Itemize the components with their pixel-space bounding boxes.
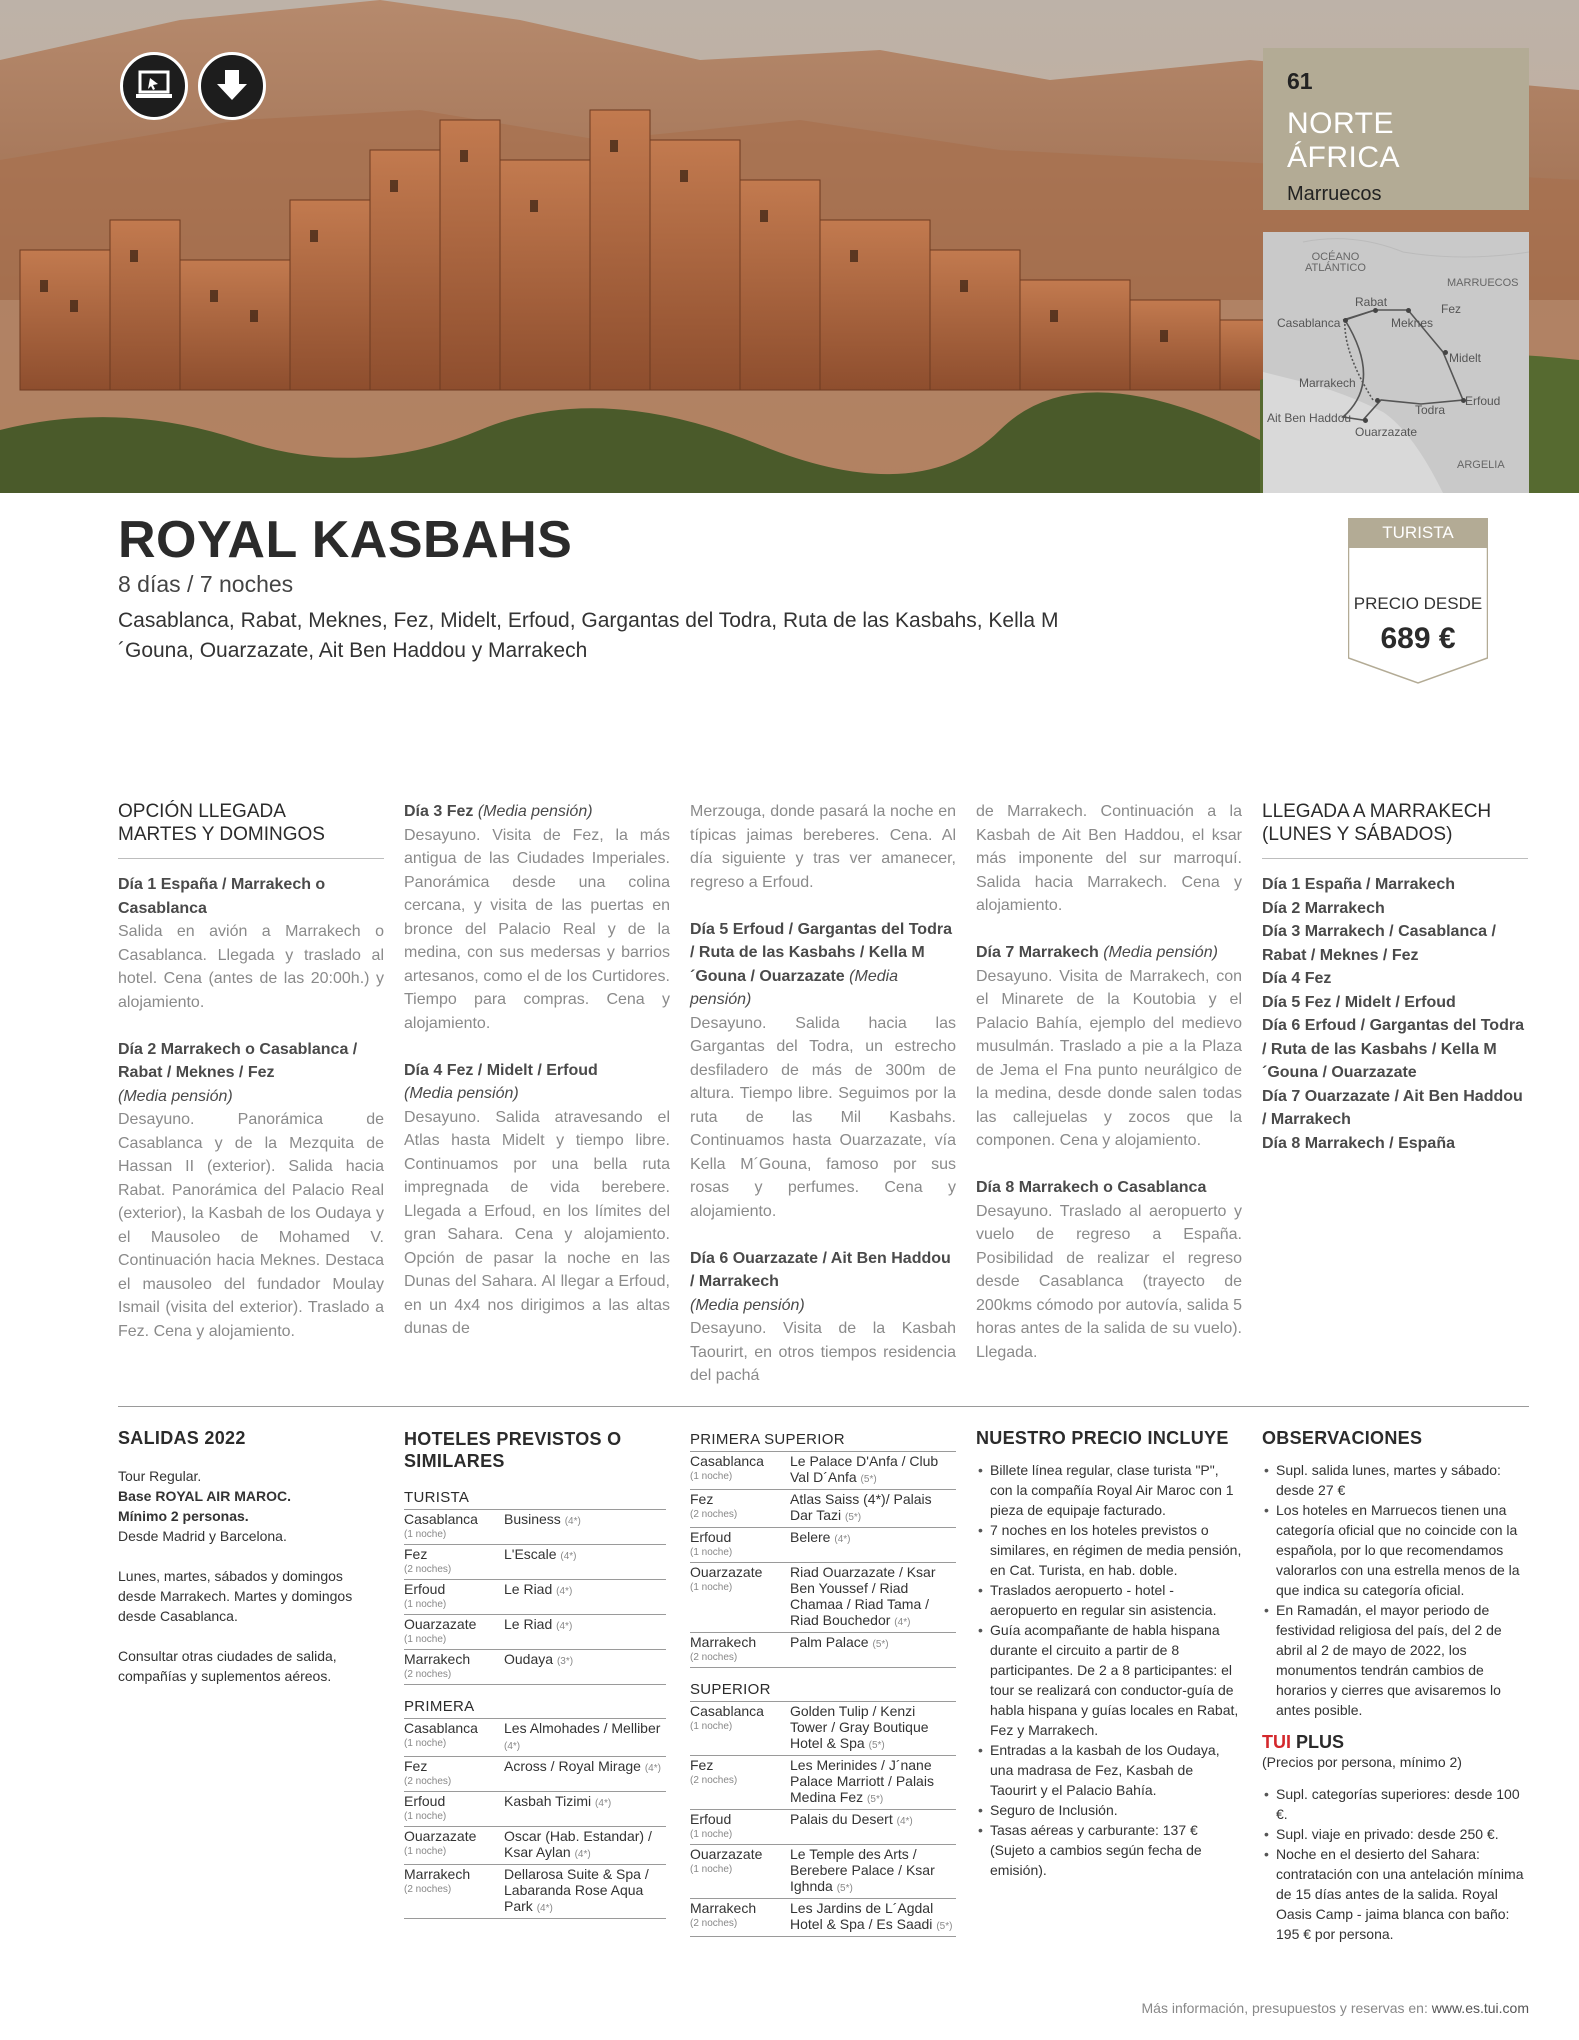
hotel-city: Marrakech (2 noches) xyxy=(404,1650,504,1685)
hotel-nights: (1 noche) xyxy=(690,1721,733,1732)
hotel-row xyxy=(690,1845,956,1899)
incluye-section xyxy=(976,1428,1242,1880)
country-name: Marruecos xyxy=(1287,183,1382,205)
route-map xyxy=(1263,232,1529,493)
hotel-nights: (1 noche) xyxy=(690,1547,733,1558)
download-icon-button[interactable] xyxy=(198,52,266,120)
map-ocean-label: OCÉANO ATLÁNTICO xyxy=(1305,251,1366,274)
day-summary: Día 8 Marrakech / España xyxy=(1262,1134,1455,1152)
list-item: • Billete línea regular, clase turista "P", con la compañía Royal Air Maroc con 1 pieza de equipaje facturado. xyxy=(976,1460,1242,1520)
list-item: • Traslados aeropuerto - hotel - aeropuerto en regular sin asistencia. xyxy=(976,1580,1242,1620)
hotel-row xyxy=(404,1757,666,1792)
itinerary-col-1 xyxy=(118,800,384,1343)
hotel-name: Dellarosa Suite & Spa / Labaranda Rose Aqua Park (4*) xyxy=(504,1865,666,1919)
list-item: • Los hoteles en Marruecos tienen una categoría oficial que no coincide con la española, por lo que recomendamos valorarlos con una estrella menos de la que indica su categoría oficial. xyxy=(1262,1500,1528,1600)
day-text: Merzouga, donde pasará la noche en típicas jaimas bereberes. Cena. Al día siguiente y tras ver amanecer, regreso a Erfoud. xyxy=(690,803,956,891)
hotel-stars: (5*) xyxy=(936,1921,953,1932)
salidas-line: Mínimo 2 personas. xyxy=(118,1508,249,1524)
list-item: • Tasas aéreas y carburante: 137 € (Sujeto a cambios según fecha de emisión). xyxy=(976,1820,1242,1880)
hotel-row xyxy=(404,1719,666,1757)
map-city: Erfoud xyxy=(1465,394,1501,408)
hotel-nights: (2 noches) xyxy=(690,1775,738,1786)
hotel-name: Across / Royal Mirage (4*) xyxy=(504,1757,666,1792)
day-heading: Día 3 Fez xyxy=(404,803,474,820)
list-item: • Entradas a la kasbah de los Oudaya, una madrasa de Fez, Kasbah de Taourirt y el Palacio Bahía. xyxy=(976,1740,1242,1800)
hotel-nights: (2 noches) xyxy=(690,1509,738,1520)
hotel-row xyxy=(404,1650,666,1685)
hotel-nights: (2 noches) xyxy=(404,1884,452,1895)
list-item: • Supl. categorías superiores: desde 100 €. xyxy=(1262,1784,1528,1824)
map-city: Casablanca xyxy=(1277,316,1341,330)
hotel-table-primera-superior xyxy=(690,1452,956,1668)
map-neighbor-label: ARGELIA xyxy=(1457,459,1505,471)
day-heading: Día 5 Erfoud / Gargantas del Todra / Ruta de las Kasbahs / Kella M´Gouna / Ouarzazate xyxy=(690,920,952,985)
laptop-icon-button[interactable] xyxy=(120,52,188,120)
hotel-stars: (4*) xyxy=(560,1551,577,1562)
hotel-nights: (2 noches) xyxy=(690,1652,738,1663)
meal-plan: (Media pensión) xyxy=(404,1085,519,1102)
hotel-row xyxy=(690,1633,956,1668)
hotel-city: Marrakech (2 noches) xyxy=(690,1899,790,1937)
hotel-stars: (4*) xyxy=(894,1617,911,1628)
day-summary: Día 3 Marrakech / Casablanca / Rabat / Meknes / Fez xyxy=(1262,923,1496,964)
observaciones-list xyxy=(1262,1460,1528,1720)
hotel-nights: (1 noche) xyxy=(404,1846,447,1857)
hotel-nights: (2 noches) xyxy=(404,1669,452,1680)
hotel-stars: (3*) xyxy=(556,1656,574,1667)
hotel-city: Erfoud (1 noche) xyxy=(404,1792,504,1827)
hotel-name: Les Almohades / Melliber (4*) xyxy=(504,1719,666,1757)
hotel-name: Le Palace D'Anfa / Club Val D´Anfa (5*) xyxy=(790,1452,956,1490)
hotel-category: PRIMERA xyxy=(404,1697,666,1719)
meal-plan: (Media pensión) xyxy=(690,967,899,1008)
observaciones-heading: OBSERVACIONES xyxy=(1262,1428,1423,1448)
hotel-name: Les Merinides / J´nane Palace Marriott / Palais Medina Fez (5*) xyxy=(790,1756,956,1810)
salidas-days: Lunes, martes, sábados y domingos desde Marrakech. Martes y domingos desde Casablanca. xyxy=(118,1568,353,1624)
hotel-category: SUPERIOR xyxy=(690,1680,956,1702)
hotel-nights: (1 noche) xyxy=(690,1829,733,1840)
list-item: • 7 noches en los hoteles previstos o similares, en régimen de media pensión, en Cat. Turista, en hab. doble. xyxy=(976,1520,1242,1580)
hotel-name: Palais du Desert (4*) xyxy=(790,1810,956,1845)
map-city: Ouarzazate xyxy=(1355,425,1418,439)
laptop-icon xyxy=(134,68,174,104)
meal-plan: (Media pensión) xyxy=(118,1087,233,1105)
hotel-city: Casablanca (1 noche) xyxy=(690,1452,790,1490)
meal-plan: (Media pensión) xyxy=(477,803,593,820)
meal-plan: (Media pensión) xyxy=(1103,944,1218,961)
hotel-name: Business (4*) xyxy=(504,1510,666,1545)
hotel-table-superior xyxy=(690,1702,956,1937)
hotel-city: Ouarzazate (1 noche) xyxy=(690,1845,790,1899)
day-heading: Día 6 Ouarzazate / Ait Ben Haddou / Marrakech xyxy=(690,1249,951,1290)
hotel-stars: (4*) xyxy=(896,1816,913,1827)
salidas-line: Desde Madrid y Barcelona. xyxy=(118,1528,287,1544)
day-text: Desayuno. Salida hacia las Gargantas del Todra, un estrecho desfiladero de más de 300m de altura. Tiempo libre. Seguimos por la ruta de las Mil Kasbahs. Continuamos hasta Ouarzazate, vía Kella M´Gouna, famoso por sus rosas y perfumes. Cena y alojamiento. xyxy=(690,1014,956,1220)
hotel-name: Golden Tulip / Kenzi Tower / Gray Boutique Hotel & Spa (5*) xyxy=(790,1702,956,1756)
hotel-city: Erfoud (1 noche) xyxy=(690,1528,790,1563)
price-category: TURISTA xyxy=(1348,518,1488,548)
hotel-city: Ouarzazate (1 noche) xyxy=(404,1827,504,1865)
hotel-nights: (1 noche) xyxy=(404,1738,447,1749)
hotel-nights: (1 noche) xyxy=(690,1471,733,1482)
hotel-nights: (1 noche) xyxy=(690,1864,733,1875)
list-item: • En Ramadán, el mayor periodo de festividad religiosa del país, del 2 de abril al 2 de mayo de 2022, los monumentos tendrán cambios de horarios y cierres que avisaremos lo antes posible. xyxy=(1262,1600,1528,1720)
map-city: Marrakech xyxy=(1299,376,1356,390)
destination-badge xyxy=(1263,48,1529,210)
observaciones-section xyxy=(1262,1428,1528,1944)
hotel-row xyxy=(404,1827,666,1865)
day-heading: Día 7 Marrakech xyxy=(976,944,1099,961)
hotel-row xyxy=(690,1528,956,1563)
hotel-stars: (4*) xyxy=(536,1903,553,1914)
hotel-stars: (4*) xyxy=(834,1534,851,1545)
section-divider xyxy=(118,1406,1529,1407)
hotel-stars: (4*) xyxy=(644,1763,661,1774)
option-heading: OPCIÓN LLEGADA MARTES Y DOMINGOS xyxy=(118,800,384,859)
salidas-line: Tour Regular. xyxy=(118,1468,202,1484)
hotel-name: Palm Palace (5*) xyxy=(790,1633,956,1668)
day-summary: Día 5 Fez / Midelt / Erfoud xyxy=(1262,993,1456,1011)
map-city: Meknes xyxy=(1391,316,1434,330)
plus-text: PLUS xyxy=(1296,1732,1345,1752)
day-text: Salida en avión a Marrakech o Casablanca. Llegada y traslado al hotel. Cena (antes de las 20:00h.) y alojamiento. xyxy=(118,923,384,1011)
hotel-category: TURISTA xyxy=(404,1488,666,1510)
salidas-heading: SALIDAS 2022 xyxy=(118,1428,246,1448)
hero-image xyxy=(0,0,1579,493)
hotel-stars: (5*) xyxy=(872,1639,889,1650)
hotel-stars: (5*) xyxy=(836,1883,853,1894)
hotel-stars: (4*) xyxy=(574,1849,591,1860)
day-text: Desayuno. Salida atravesando el Atlas hasta Midelt y tiempo libre. Continuamos por una bella ruta impregnada de vida berebere. Llegada a Erfoud, en los límites del gran Sahara. Cena y alojamiento. Opción de pasar la noche en las Dunas del Sahara. Al llegar a Erfoud, en un 4x4 nos dirigimos a las altas dunas de xyxy=(404,1108,670,1337)
hotel-stars: (4*) xyxy=(595,1798,612,1809)
salidas-line: Base ROYAL AIR MAROC. xyxy=(118,1488,291,1504)
map-shape xyxy=(1263,232,1529,493)
day-summary: Día 1 España / Marrakech xyxy=(1262,876,1455,893)
hotel-city: Marrakech (2 noches) xyxy=(404,1865,504,1919)
price-shape xyxy=(1348,548,1488,684)
hotel-row xyxy=(690,1490,956,1528)
hotel-row xyxy=(690,1452,956,1490)
map-city: Fez xyxy=(1441,302,1462,316)
hotel-name: Kasbah Tizimi (4*) xyxy=(504,1792,666,1827)
hotel-table-turista xyxy=(404,1510,666,1685)
hotel-nights: (1 noche) xyxy=(404,1811,447,1822)
hotel-city: Erfoud (1 noche) xyxy=(690,1810,790,1845)
hotel-nights: (1 noche) xyxy=(404,1634,447,1645)
hotel-name: Le Temple des Arts / Berebere Palace / Ksar Ighnda (5*) xyxy=(790,1845,956,1899)
map-city: Rabat xyxy=(1355,295,1388,309)
itinerary-col-4 xyxy=(976,800,1242,1364)
hotel-city: Erfoud (1 noche) xyxy=(404,1580,504,1615)
day-summary: Día 4 Fez xyxy=(1262,970,1332,987)
hotel-city: Ouarzazate (1 noche) xyxy=(404,1615,504,1650)
price-box xyxy=(1348,518,1488,684)
tour-route: Casablanca, Rabat, Meknes, Fez, Midelt, Erfoud, Gargantas del Todra, Ruta de las Kasbahs, Kella M´Gouna, Ouarzazate, Ait Ben Haddou y Marrakech xyxy=(118,609,1059,662)
footer-text: Más información, presupuestos y reservas en: xyxy=(1141,2000,1428,2016)
hotel-row xyxy=(404,1865,666,1919)
hotel-row xyxy=(404,1510,666,1545)
incluye-list xyxy=(976,1460,1242,1880)
hotel-name: Riad Ouarzazate / Ksar Ben Youssef / Riad Chamaa / Riad Tama / Riad Bouchedor (4*) xyxy=(790,1563,956,1633)
hotel-city: Casablanca (1 noche) xyxy=(690,1702,790,1756)
day-heading: Día 1 España / Marrakech o Casablanca xyxy=(118,876,326,917)
hotel-nights: (2 noches) xyxy=(404,1776,452,1787)
hotel-name: Atlas Saiss (4*)/ Palais Dar Tazi (5*) xyxy=(790,1490,956,1528)
hotel-nights: (2 noches) xyxy=(404,1564,452,1575)
hoteles-section-2 xyxy=(690,1428,956,1937)
hotel-stars: (5*) xyxy=(860,1474,877,1485)
day-text: de Marrakech. Continuación a la Kasbah de Ait Ben Haddou, el ksar más imponente del sur marroquí. Salida hacia Marrakech. Cena y alojamiento. xyxy=(976,803,1242,914)
hotel-row xyxy=(404,1580,666,1615)
hotel-name: Oudaya (3*) xyxy=(504,1650,666,1685)
hotel-name: Le Riad (4*) xyxy=(504,1580,666,1615)
tour-duration: 8 días / 7 noches xyxy=(118,571,294,597)
day-text: Desayuno. Visita de Marrakech, con el Minarete de la Koutobia y el Palacio Bahía, ejemplo del medievo musulmán. Traslado a pie a la Plaza de Jema el Fna punto neurálgico de la medina, desde donde salen todas las callejuelas y zocos que la componen. Cena y alojamiento. xyxy=(976,967,1242,1149)
hotel-row xyxy=(404,1615,666,1650)
region-title: NORTE ÁFRICA xyxy=(1287,107,1401,174)
hotel-name: Oscar (Hab. Estandar) / Ksar Aylan (4*) xyxy=(504,1827,666,1865)
meal-plan: (Media pensión) xyxy=(690,1296,805,1314)
map-city: Todra xyxy=(1415,403,1446,417)
incluye-heading: NUESTRO PRECIO INCLUYE xyxy=(976,1428,1229,1448)
tui-logo-text: TUI xyxy=(1262,1732,1291,1752)
hotel-row xyxy=(690,1756,956,1810)
price-amount: 689 € xyxy=(1380,622,1456,655)
hotel-nights: (1 noche) xyxy=(404,1599,447,1610)
hotel-city: Fez (2 noches) xyxy=(690,1490,790,1528)
map-country-label: MARRUECOS xyxy=(1447,277,1519,289)
option-heading: LLEGADA A MARRAKECH (LUNES Y SÁBADOS) xyxy=(1262,800,1528,859)
hotel-city: Casablanca (1 noche) xyxy=(404,1510,504,1545)
list-item: • Supl. viaje en privado: desde 250 €. xyxy=(1262,1824,1528,1844)
hoteles-heading: HOTELES PREVISTOS O SIMILARES xyxy=(404,1429,622,1471)
day-heading: Día 4 Fez / Midelt / Erfoud xyxy=(404,1061,598,1079)
hotel-row xyxy=(690,1810,956,1845)
list-item: • Seguro de Inclusión. xyxy=(976,1800,1242,1820)
page-number: 61 xyxy=(1287,68,1313,94)
hotel-row xyxy=(690,1899,956,1937)
list-item: • Noche en el desierto del Sahara: contratación con una antelación mínima de 15 días antes de la salida. Royal Oasis Camp - jaima blanca con baño: 195 € por persona. xyxy=(1262,1844,1528,1944)
hotel-city: Casablanca (1 noche) xyxy=(404,1719,504,1757)
hotel-city: Ouarzazate (1 noche) xyxy=(690,1563,790,1633)
itinerary-col-5 xyxy=(1262,800,1528,1155)
hotel-stars: (4*) xyxy=(556,1586,573,1597)
hotel-city: Fez (2 noches) xyxy=(404,1757,504,1792)
footer xyxy=(1142,2000,1530,2016)
hotel-row xyxy=(404,1792,666,1827)
hotel-name: L'Escale (4*) xyxy=(504,1545,666,1580)
day-summary: Día 2 Marrakech xyxy=(1262,899,1385,917)
list-item: • Guía acompañante de habla hispana durante el circuito a partir de 8 participantes. De 2 a 8 participantes: el tour se realizará con conductor-guía de habla hispana y guías locales en Rabat, Fez y Marrakech. xyxy=(976,1620,1242,1740)
day-summary: Día 6 Erfoud / Gargantas del Todra / Ruta de las Kasbahs / Kella M´Gouna / Ouarzazate xyxy=(1262,1017,1524,1081)
hotel-row xyxy=(690,1563,956,1633)
day-text: Desayuno. Panorámica de Casablanca y de la Mezquita de Hassan II (exterior). Salida hacia Rabat. Panorámica del Palacio Real (exterior), la Kasbah de los Oudaya y el Mausoleo de Mohamed V. Continuación hacia Meknes. Destaca el mausoleo del fundador Moulay Ismail (visita del exterior). Traslado a Fez. Cena y alojamiento. xyxy=(118,1111,384,1340)
hotel-name: Le Riad (4*) xyxy=(504,1615,666,1650)
map-city: Midelt xyxy=(1449,351,1482,365)
tui-plus-note: (Precios por persona, mínimo 2) xyxy=(1262,1754,1462,1770)
hotel-city: Fez (2 noches) xyxy=(690,1756,790,1810)
hotel-name: Les Jardins de L´Agdal Hotel & Spa / Es Saadi (5*) xyxy=(790,1899,956,1937)
day-heading: Día 2 Marrakech o Casablanca / Rabat / Meknes / Fez xyxy=(118,1040,358,1081)
hotel-stars: (5*) xyxy=(868,1740,885,1751)
map-city: Ait Ben Haddou xyxy=(1267,411,1352,425)
itinerary-col-3 xyxy=(690,800,956,1388)
price-label: PRECIO DESDE xyxy=(1353,594,1483,613)
hotel-nights: (1 noche) xyxy=(404,1529,447,1540)
hotel-city: Marrakech (2 noches) xyxy=(690,1633,790,1668)
hotel-nights: (2 noches) xyxy=(690,1918,738,1929)
hotel-city: Fez (2 noches) xyxy=(404,1545,504,1580)
hotel-stars: (5*) xyxy=(844,1512,862,1523)
itinerary-col-2 xyxy=(404,800,670,1341)
tour-title: ROYAL KASBAHS xyxy=(118,511,573,569)
hotel-stars: (5*) xyxy=(867,1794,884,1805)
hotel-stars: (4*) xyxy=(564,1516,581,1527)
hotel-row xyxy=(404,1545,666,1580)
hotel-stars: (4*) xyxy=(504,1741,521,1752)
footer-link[interactable]: www.es.tui.com xyxy=(1431,2000,1529,2016)
salidas-note: Consultar otras ciudades de salida, compañías y suplementos aéreos. xyxy=(118,1648,337,1684)
hotel-row xyxy=(690,1702,956,1756)
hotel-nights: (1 noche) xyxy=(690,1582,733,1593)
day-text: Desayuno. Traslado al aeropuerto y vuelo de regreso a España. Posibilidad de realizar el regreso desde Casablanca (trayecto de 200kms cómodo por autovía, salida 5 horas antes de la salida de su vuelo). Llegada. xyxy=(976,1202,1242,1361)
hoteles-section xyxy=(404,1428,666,1919)
day-summary: Día 7 Ouarzazate / Ait Ben Haddou / Marrakech xyxy=(1262,1087,1523,1128)
day-text: Desayuno. Visita de Fez, la más antigua de las Ciudades Imperiales. Panorámica desde una colina cercana, y visita de las puertas en bronce del Palacio Real y de la medina, con sus medersas y barrios artesanos, como el de los Curtidores. Tiempo para compras. Cena y alojamiento. xyxy=(404,826,670,1032)
day-heading: Día 8 Marrakech o Casablanca xyxy=(976,1179,1207,1196)
hotel-stars: (4*) xyxy=(556,1621,573,1632)
download-arrow-icon xyxy=(212,66,252,106)
hotel-table-primera xyxy=(404,1719,666,1919)
day-text: Desayuno. Visita de la Kasbah Taourirt, en otros tiempos residencia del pachá xyxy=(690,1320,956,1384)
salidas-section xyxy=(118,1428,378,1686)
hotel-category: PRIMERA SUPERIOR xyxy=(690,1430,956,1452)
list-item: • Supl. salida lunes, martes y sábado: desde 27 € xyxy=(1262,1460,1528,1500)
tui-plus-heading xyxy=(1262,1732,1528,1752)
tui-plus-list xyxy=(1262,1784,1528,1944)
hotel-name: Belere (4*) xyxy=(790,1528,956,1563)
